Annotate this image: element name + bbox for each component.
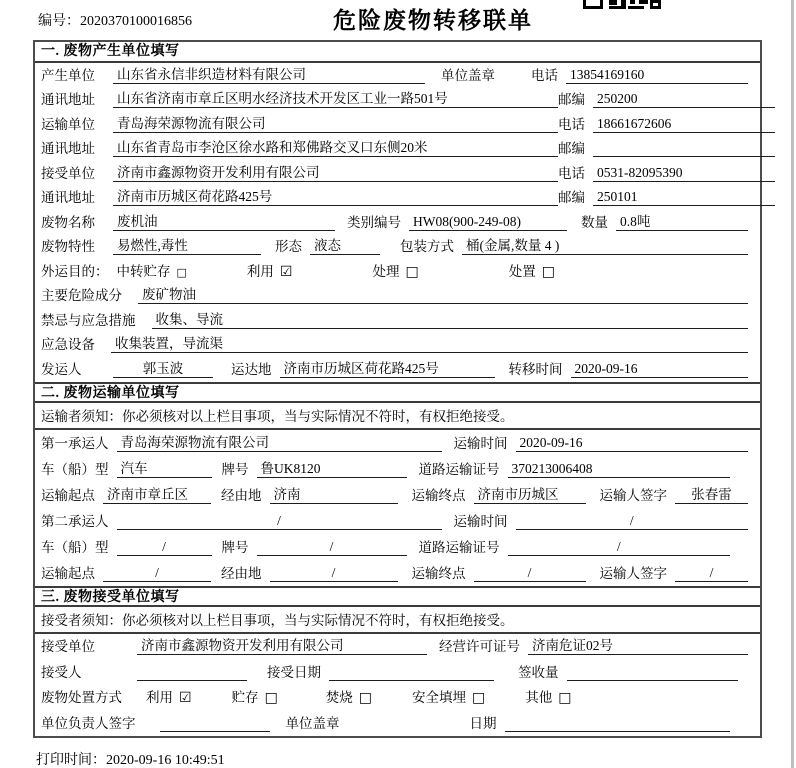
- receiving-unit-label: 接受单位: [41, 639, 95, 654]
- category-label: 类别编号: [347, 214, 401, 230]
- transporter-value: 青岛海荣源物流有限公司: [113, 116, 558, 133]
- vehicle1-value: 汽车: [117, 461, 212, 478]
- responsible-sign-value: [160, 715, 270, 732]
- row-waste-trait: [35, 235, 760, 260]
- taboo-value: 收集、导流: [152, 312, 749, 329]
- time2-value: /: [516, 513, 749, 530]
- license1-value: 370213006408: [508, 461, 731, 478]
- via1-value: 济南: [270, 487, 398, 504]
- sign1-value: 张春雷: [675, 487, 748, 504]
- category-value: HW08(900-249-08): [409, 214, 567, 231]
- dest-label: 运达地: [231, 361, 272, 377]
- row-transporter-address: [35, 137, 760, 162]
- vehicle2-label: 车（船）型: [41, 539, 109, 555]
- row-receiver: [35, 161, 760, 186]
- waste-name-label: 废物名称: [41, 214, 95, 230]
- section3-header: 三. 废物接受单位填写: [35, 586, 760, 607]
- phone1-label: 电话: [531, 67, 558, 83]
- receiver-seal-label: 单位盖章: [285, 715, 340, 731]
- row-receiving-unit: [35, 634, 760, 660]
- producer-value: 山东省永信非织造材料有限公司: [113, 67, 425, 84]
- plate1-value: 鲁UK8120: [257, 461, 407, 478]
- producer-label: 产生单位: [41, 67, 95, 83]
- section-transporter: [35, 382, 760, 586]
- end2-value: /: [474, 565, 586, 582]
- row-vehicle-2: [35, 534, 760, 560]
- vehicle2-value: /: [117, 539, 212, 556]
- receiving-unit-value: 济南市鑫源物资开发利用有限公司: [137, 638, 427, 655]
- receiving-person-value: [137, 664, 247, 681]
- row-receiving-person: [35, 659, 760, 685]
- plate1-label: 牌号: [221, 461, 249, 477]
- dest-value: 济南市历城区荷花路425号: [280, 361, 495, 378]
- zip3-label: 邮编: [558, 190, 585, 205]
- sender-value: 郭玉波: [113, 361, 213, 378]
- addr3-label: 通讯地址: [41, 190, 95, 205]
- row-first-carrier: [35, 430, 760, 456]
- zip2-label: 邮编: [558, 141, 585, 156]
- origin1-value: 济南市章丘区: [103, 487, 211, 504]
- purpose-checkbox-storage: □: [176, 265, 187, 279]
- row-transfer-purpose: [35, 259, 760, 284]
- trait-label: 废物特性: [41, 239, 95, 254]
- section-producer: [35, 42, 760, 382]
- carrier1-label: 第一承运人: [41, 435, 109, 451]
- zip1-label: 邮编: [558, 92, 585, 107]
- waste-name-value: 废机油: [113, 214, 335, 231]
- receiver-notice: 接受者须知：你必须核对以上栏目事项，当与实际情况不符时，有权拒绝接受。: [35, 607, 760, 634]
- trait-value: 易燃性,毒性: [113, 238, 261, 255]
- disposal-checkbox-store: □: [264, 690, 278, 706]
- vehicle1-label: 车（船）型: [41, 461, 109, 477]
- license1-label: 道路运输证号: [418, 461, 500, 477]
- disposal-option-store: 贮存: [231, 690, 259, 705]
- permit-value: 济南危证02号: [528, 638, 748, 655]
- disposal-checkbox-landfill: □: [472, 690, 486, 706]
- serial-label: 编号：: [38, 14, 80, 29]
- addr2-label: 通讯地址: [41, 141, 95, 156]
- time1-label: 运输时间: [453, 435, 508, 451]
- transfer-time-value: 2020-09-16: [571, 361, 749, 378]
- time2-label: 运输时间: [453, 513, 508, 529]
- transporter-notice: 运输者须知：你必须核对以上栏目事项，当与实际情况不符时，有权拒绝接受。: [35, 403, 760, 430]
- end1-value: 济南市历城区: [474, 487, 586, 504]
- via2-value: /: [270, 565, 398, 582]
- unit-seal-label: 单位盖章: [441, 67, 495, 83]
- page-title: 危险废物转移联单: [333, 8, 533, 33]
- section-receiver: [35, 586, 760, 736]
- page-edge-line: [791, 0, 794, 768]
- row-hazard-component: [35, 284, 760, 309]
- license2-value: /: [508, 539, 731, 556]
- print-time-line: [36, 749, 225, 768]
- origin1-label: 运输起点: [41, 487, 95, 503]
- row-second-carrier: [35, 508, 760, 534]
- purpose-checkbox-dispose: □: [541, 263, 555, 280]
- zip3-value: 250101: [593, 189, 775, 206]
- print-time-label: 打印时间：: [36, 753, 106, 768]
- disposal-checkbox-burn: □: [358, 690, 373, 706]
- receiving-date-label: 接受日期: [267, 664, 321, 680]
- purpose-option-use: 利用: [246, 263, 274, 279]
- serial-number-line: [38, 10, 192, 30]
- row-transporter: [35, 112, 760, 137]
- row-producer: [35, 63, 760, 88]
- transporter-label: 运输单位: [41, 116, 95, 132]
- carrier2-value: /: [117, 513, 442, 530]
- carrier2-label: 第二承运人: [41, 513, 109, 529]
- section2-header: 二. 废物运输单位填写: [35, 382, 760, 403]
- signed-amount-label: 签收量: [518, 664, 559, 680]
- row-sender: [35, 357, 760, 382]
- phone2-value: 18661672606: [593, 116, 775, 133]
- disposal-option-burn: 焚烧: [325, 690, 353, 705]
- serial-value: 2020370100016856: [80, 14, 192, 29]
- qr-code-fragment: [583, 0, 663, 9]
- purpose-checkbox-treat: □: [405, 263, 419, 280]
- row-taboo-measures: [35, 308, 760, 333]
- origin2-label: 运输起点: [41, 565, 95, 581]
- receiver-label: 接受单位: [41, 165, 95, 181]
- row-emergency-equipment: [35, 333, 760, 358]
- equip-value: 收集装置，导流渠: [111, 336, 748, 353]
- disposal-option-use: 利用: [146, 690, 173, 705]
- zip2-value: [593, 140, 775, 157]
- receiving-date-value: [329, 664, 494, 681]
- plate2-value: /: [257, 539, 407, 556]
- seal-date-value: [505, 715, 731, 732]
- disposal-label: 废物处置方式: [41, 690, 122, 705]
- taboo-label: 禁忌与应急措施: [41, 312, 136, 328]
- purpose-option-treat: 处理: [372, 263, 400, 279]
- disposal-option-landfill: 安全填埋: [412, 690, 467, 705]
- row-producer-address: [35, 88, 760, 113]
- purpose-option-storage: 中转贮存: [116, 263, 171, 279]
- carrier1-value: 青岛海荣源物流有限公司: [117, 435, 442, 452]
- origin2-value: /: [103, 565, 211, 582]
- row-vehicle-1: [35, 456, 760, 482]
- hazard-label: 主要危险成分: [41, 288, 122, 303]
- manifest-form-table: [33, 40, 762, 738]
- purpose-checkbox-use: ☑: [279, 263, 293, 280]
- responsible-sign-label: 单位负责人签字: [41, 715, 136, 731]
- qty-label: 数量: [581, 214, 608, 230]
- time1-value: 2020-09-16: [516, 435, 749, 452]
- end2-label: 运输终点: [411, 565, 466, 581]
- row-route-1: [35, 482, 760, 508]
- row-disposal-method: [35, 685, 760, 711]
- form-label: 形态: [275, 239, 302, 254]
- row-receiver-address: [35, 186, 760, 211]
- phone3-label: 电话: [558, 165, 585, 181]
- purpose-label: 外运目的：: [41, 263, 109, 279]
- disposal-checkbox-use: ☑: [179, 690, 192, 706]
- phone2-label: 电话: [558, 116, 585, 132]
- sign2-label: 运输人签字: [599, 565, 667, 581]
- document-header: [0, 0, 796, 40]
- plate2-label: 牌号: [221, 539, 249, 555]
- print-time-value: 2020-09-16 10:49:51: [106, 753, 225, 768]
- section1-header: 一. 废物产生单位填写: [35, 42, 760, 63]
- signed-amount-value: [567, 664, 739, 681]
- sign1-label: 运输人签字: [599, 487, 667, 503]
- phone1-value: 13854169160: [566, 67, 748, 84]
- sender-label: 发运人: [41, 361, 82, 377]
- row-responsible-signature: [35, 710, 760, 736]
- form-value: 液态: [310, 238, 380, 255]
- license2-label: 道路运输证号: [418, 539, 500, 555]
- permit-label: 经营许可证号: [439, 639, 520, 654]
- via1-label: 经由地: [221, 487, 262, 503]
- hazard-value: 废矿物油: [138, 287, 748, 304]
- pack-label: 包装方式: [400, 239, 454, 254]
- addr1-value: 山东省济南市章丘区明水经济技术开发区工业一路501号: [113, 91, 558, 108]
- phone3-value: 0531-82095390: [593, 165, 775, 182]
- via2-label: 经由地: [221, 565, 262, 581]
- addr1-label: 通讯地址: [41, 92, 95, 107]
- disposal-option-other: 其他: [525, 690, 553, 705]
- receiving-person-label: 接受人: [41, 664, 82, 680]
- row-waste-name: [35, 210, 760, 235]
- row-route-2: [35, 560, 760, 586]
- purpose-option-dispose: 处置: [508, 263, 536, 279]
- disposal-checkbox-other: □: [558, 690, 572, 706]
- equip-label: 应急设备: [41, 337, 95, 352]
- transfer-time-label: 转移时间: [508, 361, 563, 377]
- addr2-value: 山东省青岛市李沧区徐水路和郑佛路交叉口东侧20米: [113, 140, 558, 157]
- qty-value: 0.8吨: [616, 214, 748, 231]
- receiver-value: 济南市鑫源物资开发利用有限公司: [113, 165, 558, 182]
- seal-date-label: 日期: [469, 715, 497, 731]
- pack-value: 桶(金属,数量 4 ): [462, 238, 748, 255]
- sign2-value: /: [675, 565, 748, 582]
- end1-label: 运输终点: [411, 487, 466, 503]
- addr3-value: 济南市历城区荷花路425号: [113, 189, 558, 206]
- zip1-value: 250200: [593, 91, 775, 108]
